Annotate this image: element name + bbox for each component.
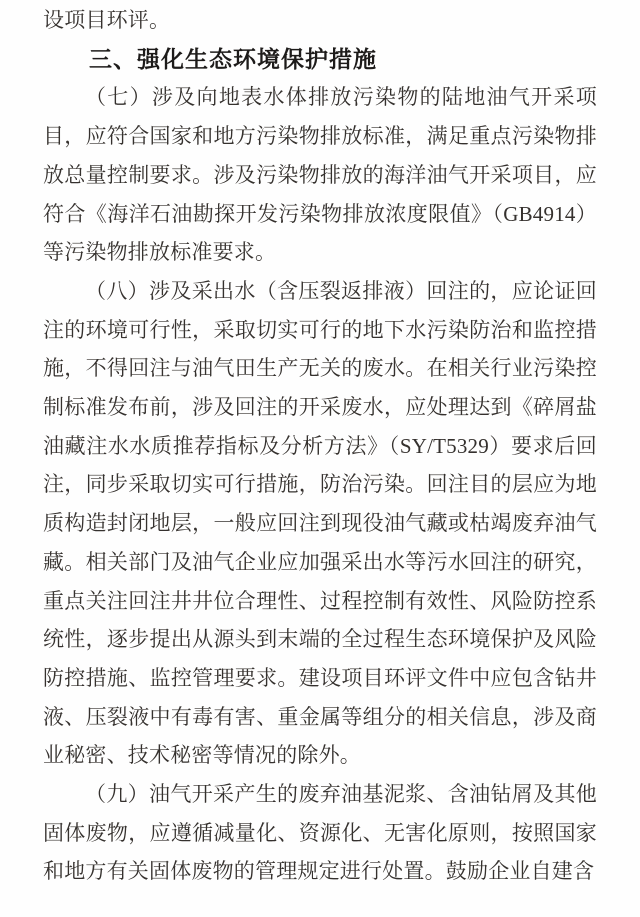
continuation-text: 设项目环评。 [43, 8, 171, 32]
document-page [43, 1, 597, 891]
paragraph-item-8: （八）涉及采出水（含压裂返排液）回注的，应论证回注的环境可行性，采取切实可行的地下水污染防治和监控措施，不得回注与油气田生产无关的废水。在相关行业污染控制标准发布前，涉及回注的开采废水，应处理达到《碎屑盐油藏注水水质推荐指标及分析方法》（SY/T5329）要求后回注，同步采取切实可行措施，防治污染。回注目的层应为地质构造封闭地层，一般应回注到现役油气藏或枯竭废弃油气藏。相关部门及油气企业应加强采出水等污水回注的研究，重点关注回注井井位合理性、过程控制有效性、风险防控系统性，逐步提出从源头到末端的全过程生态环境保护及风险防控措施、监控管理要求。建设项目环评文件中应包含钻井液、压裂液中有毒有害、重金属等组分的相关信息，涉及商业秘密、技术秘密等情况的除外。 [43, 278, 597, 768]
paragraph-item-9: （九）油气开采产生的废弃油基泥浆、含油钻屑及其他固体废物，应遵循减量化、资源化、无害化原则，按照国家和地方有关固体废物的管理规定进行处置。鼓励企业自建含 [43, 782, 597, 884]
section-heading: 三、强化生态环境保护措施 [89, 45, 377, 72]
paragraph-item-7: （七）涉及向地表水体排放污染物的陆地油气开采项目，应符合国家和地方污染物排放标准，满足重点污染物排放总量控制要求。涉及污染物排放的海洋油气开采项目，应符合《海洋石油勘探开发污染物排放浓度限值》（GB4914）等污染物排放标准要求。 [43, 85, 597, 265]
